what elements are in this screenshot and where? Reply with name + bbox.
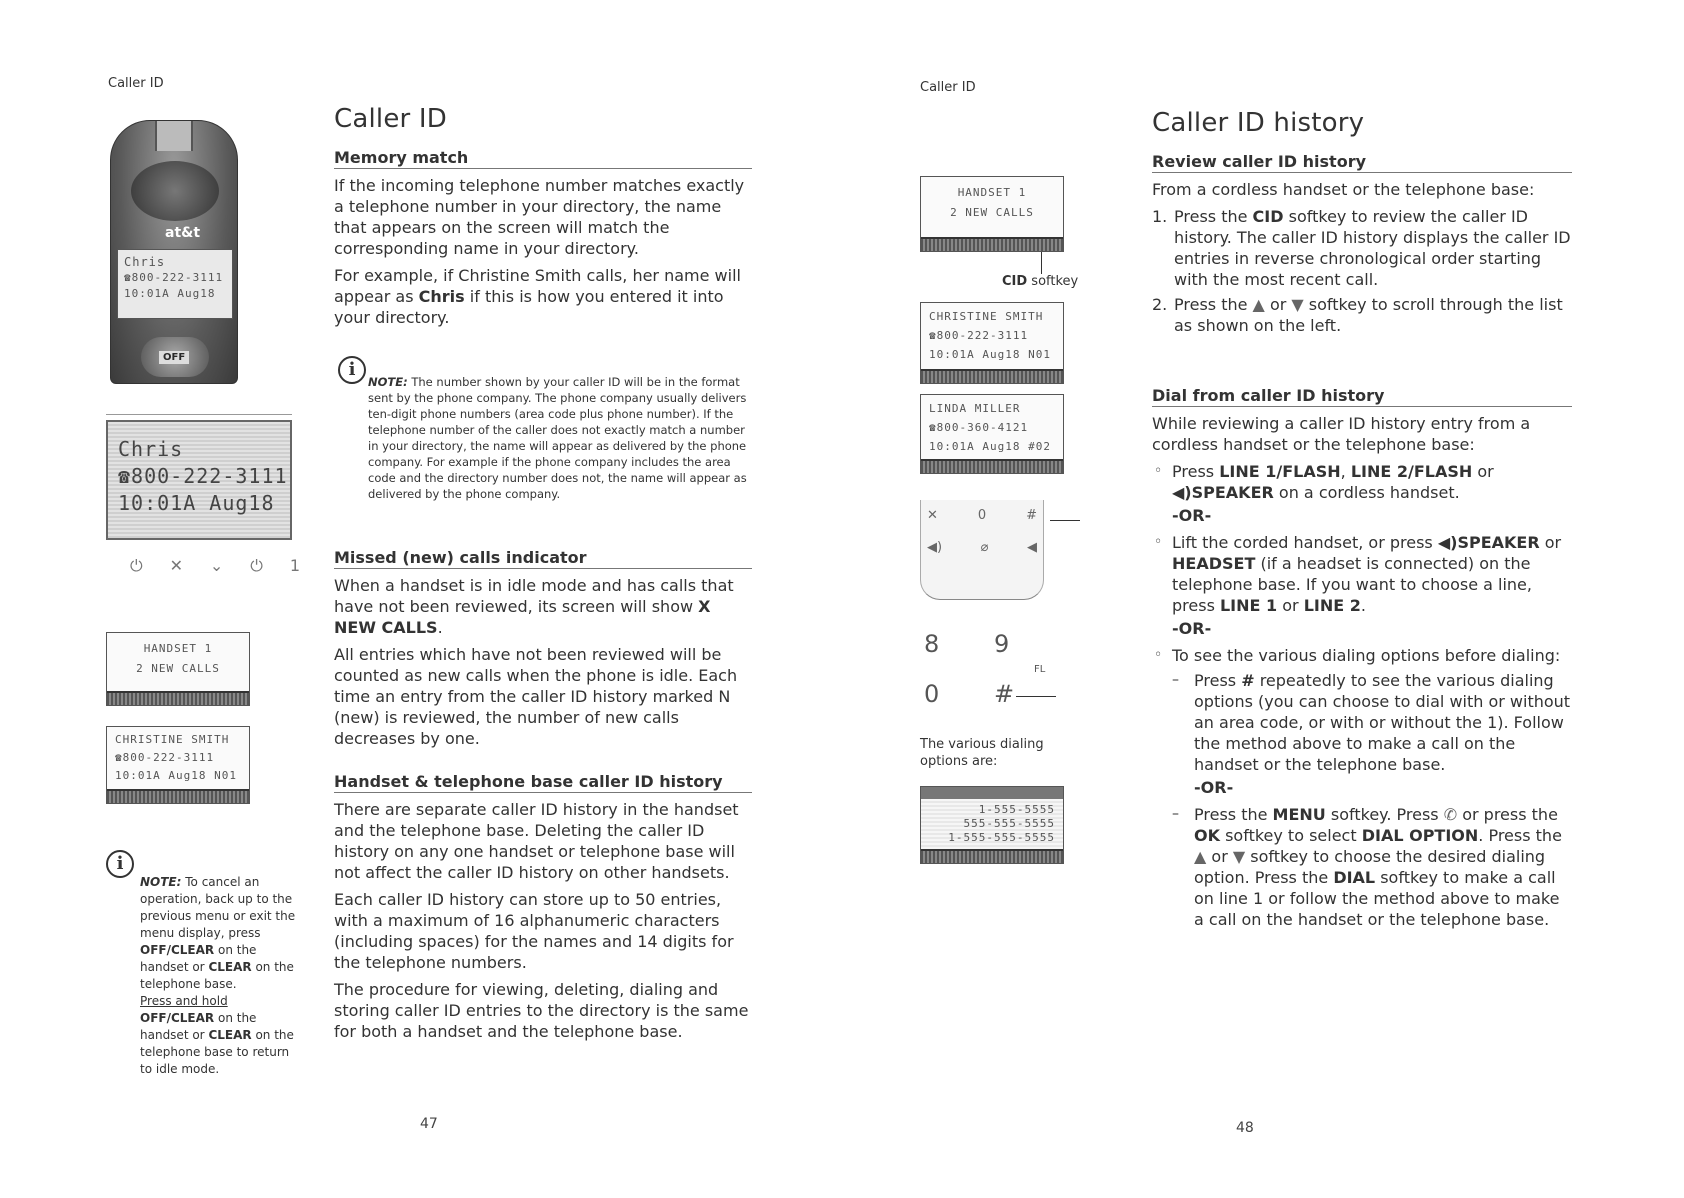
memory-match-section: Memory match If the incoming telephone number matches exactly a telephone number in your directory, the name that appears on the screen will match the corresponding name in your directory. For example, if Christine Smith calls, her name will appear as Chris if this is how you entered it into your directory.	[334, 148, 752, 334]
softkey-bar	[921, 849, 1063, 863]
note-cancel: NOTE: To cancel an operation, back up to the previous menu or exit the menu display, press OFF/CLEAR on the handset or CLEAR on the telephone base. Press and hold OFF/CLEAR on the handset or CLEAR on the telephone base to return to idle mode.	[140, 875, 296, 1076]
new-calls-screen: HANDSET 1 2 NEW CALLS	[920, 176, 1064, 252]
note-format: NOTE: The number shown by your caller ID will be in the format sent by the phone company. The phone company usually delivers ten-digit phone numbers (area code plus phone number). If the telephone number of the caller does not exactly match a number in your directory, the name will appear as delivered by the phone company. For example if the phone company includes the area code and the directory number does not, the name will appear as delivered by the phone company.	[368, 375, 747, 501]
section-heading: Handset & telephone base caller ID history	[334, 772, 752, 793]
fl-label: FL	[1034, 664, 1046, 675]
key-pound[interactable]: #	[994, 680, 1015, 708]
softkey-bar	[107, 691, 249, 705]
key-0[interactable]: 0	[924, 680, 940, 708]
page-number-right: 48	[1236, 1120, 1254, 1136]
up-arrow-icon: ▲	[1194, 847, 1207, 866]
key-icon[interactable]: ⌀	[980, 540, 989, 555]
list-item: 1. Press the CID softkey to review the caller ID history. The caller ID history displays the caller ID entries in reverse chronological order starting with the most recent call.	[1152, 207, 1571, 289]
key-icon[interactable]: ⌄	[209, 556, 224, 575]
brand-logo: at&t	[165, 225, 201, 241]
screen-header-bar	[921, 787, 1063, 799]
list-item: – Press # repeatedly to see the various dialing options (you can choose to dial with or without an area code, or with or without the 1). Follow the method above to make a call on the handset or the telephone base. -OR-	[1172, 670, 1572, 798]
key-icon[interactable]: ⏻	[250, 556, 263, 575]
dial-options-screen: 1-555-5555 555-555-5555 1-555-555-5555	[920, 786, 1064, 864]
phone-icon: ✆	[1443, 805, 1458, 824]
entry-screen-2: LINDA MILLER ☎800-360-4121 10:01A Aug18 #02	[920, 394, 1064, 474]
entry-screen: CHRISTINE SMITH ☎800-222-3111 10:01A Aug18 N01	[106, 726, 250, 804]
cid-softkey-label: CID softkey	[1002, 274, 1079, 289]
list-item: ◦ Press LINE 1/FLASH, LINE 2/FLASH or ◀)SPEAKER on a cordless handset. -OR-	[1152, 461, 1572, 526]
handset-keypad-image	[920, 500, 1044, 600]
softkey-bar	[107, 789, 249, 803]
new-calls-screen: HANDSET 1 2 NEW CALLS	[106, 632, 250, 706]
softkey-bar	[921, 369, 1063, 383]
divider	[106, 414, 292, 415]
base-screen: Chris ☎800-222-3111 10:01A Aug18	[106, 420, 292, 540]
list-item: ◦ Lift the corded handset, or press ◀)SPEAKER or HEADSET (if a headset is connected) on the telephone base. If you want to choose a line, press LINE 1 or LINE 2. -OR-	[1152, 532, 1572, 639]
speaker-icon[interactable]: ◀)	[927, 540, 943, 555]
list-item: – Press the MENU softkey. Press ✆ or press the OK softkey to select DIAL OPTION. Press the ▲ or ▼ softkey to choose the desired dialing option. Press the DIAL softkey to make a call on line 1 or follow the method above to make a call on the handset or the telephone base.	[1172, 804, 1572, 930]
key-icon[interactable]: ✕	[169, 556, 183, 575]
list-item: 2. Press the ▲ or ▼ softkey to scroll through the list as shown on the left.	[1152, 295, 1563, 335]
section-heading: Review caller ID history	[1152, 152, 1572, 173]
info-icon: i	[338, 356, 366, 384]
speaker-grille	[131, 161, 219, 221]
info-icon: i	[106, 850, 134, 878]
caption: The various dialing options are:	[920, 737, 1044, 769]
handset-screen: Chris ☎800-222-3111 10:01A Aug18	[117, 249, 233, 319]
key-icon[interactable]: #	[1026, 508, 1037, 523]
review-section: Review caller ID history From a cordless handset or the telephone base: 1. Press the CID softkey to review the caller ID history. The caller ID history displays the caller ID entries in reverse chronological order starting with the most recent call. 2. Press the ▲ or ▼ softkey to scroll through the list as shown on the left.	[1152, 152, 1571, 335]
key-icon[interactable]: ⏻	[130, 556, 143, 575]
softkey-bar	[921, 237, 1063, 251]
pointer-line	[1050, 520, 1080, 521]
section-heading: Missed (new) calls indicator	[334, 548, 752, 569]
dial-section: Dial from caller ID history While reviewing a caller ID history entry from a cordless handset or the telephone base: ◦ Press LINE 1/FLASH, LINE 2/FLASH or ◀)SPEAKER on a cordless handset. -OR- ◦ Lift the corded handset, or press ◀)SPEAKER or HEADSET (if a headset is connected) on the telephone base. If you want to choose a line, press LINE 1 or LINE 2. -OR- ◦ To see the various dialing options before dialing: – Press # repeatedly to see the various dialing options (you can choose to dial with or without an area code, or with or without the 1). Follow the method above to make a call on the handset or the telephone base. -OR- – Press the MENU softkey. Press ✆ or press the OK softkey to select DIAL OPTION. Press the ▲ or ▼ softkey to choose the desired dialing option. Press the DIAL softkey to make a call on line 1 or follow the method above to make a call on the handset or the telephone base.	[1152, 386, 1572, 934]
history-section: Handset & telephone base caller ID history There are separate caller ID history in the handset and the telephone base. Deleting the caller ID history on any one handset or telephone base will not affect the caller ID history on other handsets. Each caller ID history can store up to 50 entries, with a maximum of 16 alphanumeric characters (including spaces) for the names and 14 digits for the telephone numbers. The procedure for viewing, deleting, dialing and storing caller ID entries to the directory is the same for both a handset and the telephone base.	[334, 772, 752, 1048]
off-button[interactable]: OFF	[159, 351, 189, 364]
list-item: ◦ To see the various dialing options before dialing: – Press # repeatedly to see the various dialing options (you can choose to dial with or without an area code, or with or without the 1). Follow the method above to make a call on the handset or the telephone base. -OR- – Press the MENU softkey. Press ✆ or press the OK softkey to select DIAL OPTION. Press the ▲ or ▼ softkey to choose the desired dialing option. Press the DIAL softkey to make a call on line 1 or follow the method above to make a call on the handset or the telephone base.	[1152, 645, 1572, 930]
page-number-left: 47	[420, 1116, 438, 1132]
key-8[interactable]: 8	[924, 630, 940, 658]
running-header-right: Caller ID	[920, 80, 976, 95]
running-header-left: Caller ID	[108, 76, 164, 91]
key-icon[interactable]: ◀	[1027, 540, 1037, 555]
missed-calls-section: Missed (new) calls indicator When a handset is in idle mode and has calls that have not been reviewed, its screen will show X NEW CALLS. All entries which have not been reviewed will be counted as new calls when the phone is idle. Each time an entry from the caller ID history marked N (new) is reviewed, the number of new calls decreases by one.	[334, 548, 752, 755]
key-9[interactable]: 9	[994, 630, 1010, 658]
key-icon[interactable]: 1	[289, 556, 300, 575]
entry-screen-1: CHRISTINE SMITH ☎800-222-3111 10:01A Aug18 N01	[920, 302, 1064, 384]
down-arrow-icon: ▼	[1232, 847, 1246, 866]
handset-image	[110, 120, 238, 384]
section-heading: Memory match	[334, 148, 752, 169]
antenna	[155, 121, 193, 151]
up-arrow-icon: ▲	[1252, 295, 1265, 314]
key-icon[interactable]: 0	[977, 508, 987, 523]
pointer-line	[1016, 696, 1056, 697]
section-heading: Dial from caller ID history	[1152, 386, 1572, 407]
page-title-right: Caller ID history	[1152, 108, 1365, 138]
pointer-line	[1041, 252, 1042, 274]
page-title-left: Caller ID	[334, 104, 447, 134]
key-icon[interactable]: ✕	[927, 508, 938, 523]
down-arrow-icon: ▼	[1291, 295, 1304, 314]
softkey-bar	[921, 459, 1063, 473]
dial-keys-image	[924, 630, 1054, 740]
base-key-row	[130, 556, 300, 576]
